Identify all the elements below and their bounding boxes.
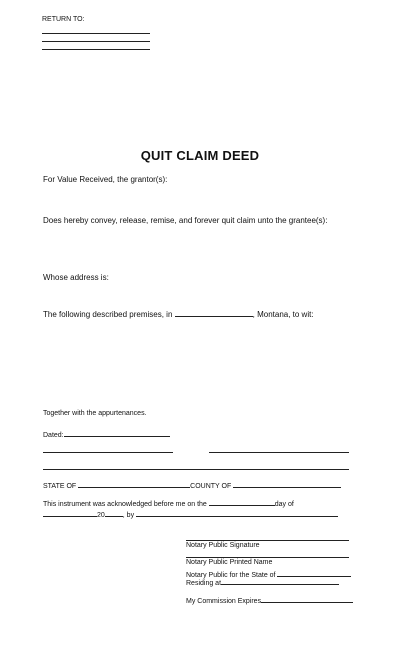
notary-signature-label: Notary Public Signature (186, 542, 260, 549)
return-to-line-3[interactable] (42, 49, 150, 50)
premises-blank[interactable] (175, 308, 253, 317)
state-of-label: STATE OF (43, 483, 77, 490)
notary-for-state-label: Notary Public for the State of (186, 572, 276, 579)
notary-residing-label: Residing at (186, 580, 222, 587)
year-20-text: 20 (97, 512, 105, 519)
document-title: QUIT CLAIM DEED (140, 148, 260, 163)
acknowledged-line (43, 497, 294, 508)
together-text: Together with the appurtenances. (43, 410, 147, 417)
notary-signature-line[interactable] (186, 540, 349, 541)
month-blank[interactable] (43, 508, 97, 517)
return-to-line-2[interactable] (42, 41, 150, 42)
state-blank[interactable] (78, 479, 190, 488)
year-blank[interactable] (105, 508, 123, 517)
year-by-line (43, 508, 338, 519)
ack-post-text: day of (274, 501, 294, 508)
does-hereby-text: Does hereby convey, release, remise, and forever quit claim unto the grantee(s): (43, 216, 328, 225)
notary-printed-name-label: Notary Public Printed Name (186, 559, 273, 566)
grantor-signature-line-2[interactable] (209, 452, 349, 453)
notary-commission-line (186, 594, 353, 605)
county-of-label: COUNTY OF (190, 483, 232, 490)
printed-name-line[interactable] (43, 469, 349, 470)
premises-line (43, 308, 314, 319)
state-county-line (43, 479, 341, 490)
grantor-signature-line[interactable] (43, 452, 173, 453)
notary-residing-blank[interactable] (221, 576, 339, 585)
notary-residing-line (186, 576, 339, 587)
for-value-received-text: For Value Received, the grantor(s): (43, 175, 168, 184)
ack-pre-text: This instrument was acknowledged before me on the (43, 501, 207, 508)
notary-printed-name-line[interactable] (186, 557, 349, 558)
dated-line (43, 428, 170, 439)
notary-commission-blank[interactable] (261, 594, 353, 603)
return-to-label: RETURN TO: (42, 16, 85, 23)
premises-post-text: , Montana, to wit: (252, 310, 314, 319)
notary-commission-label: My Commission Expires (186, 598, 262, 605)
whose-address-text: Whose address is: (43, 273, 109, 282)
by-blank[interactable] (136, 508, 338, 517)
dated-blank[interactable] (64, 428, 170, 437)
county-blank[interactable] (233, 479, 341, 488)
ack-day-blank[interactable] (209, 497, 275, 506)
by-text: , by (122, 512, 135, 519)
dated-label: Dated: (43, 432, 64, 439)
return-to-line-1[interactable] (42, 33, 150, 34)
premises-pre-text: The following described premises, in (43, 310, 173, 319)
